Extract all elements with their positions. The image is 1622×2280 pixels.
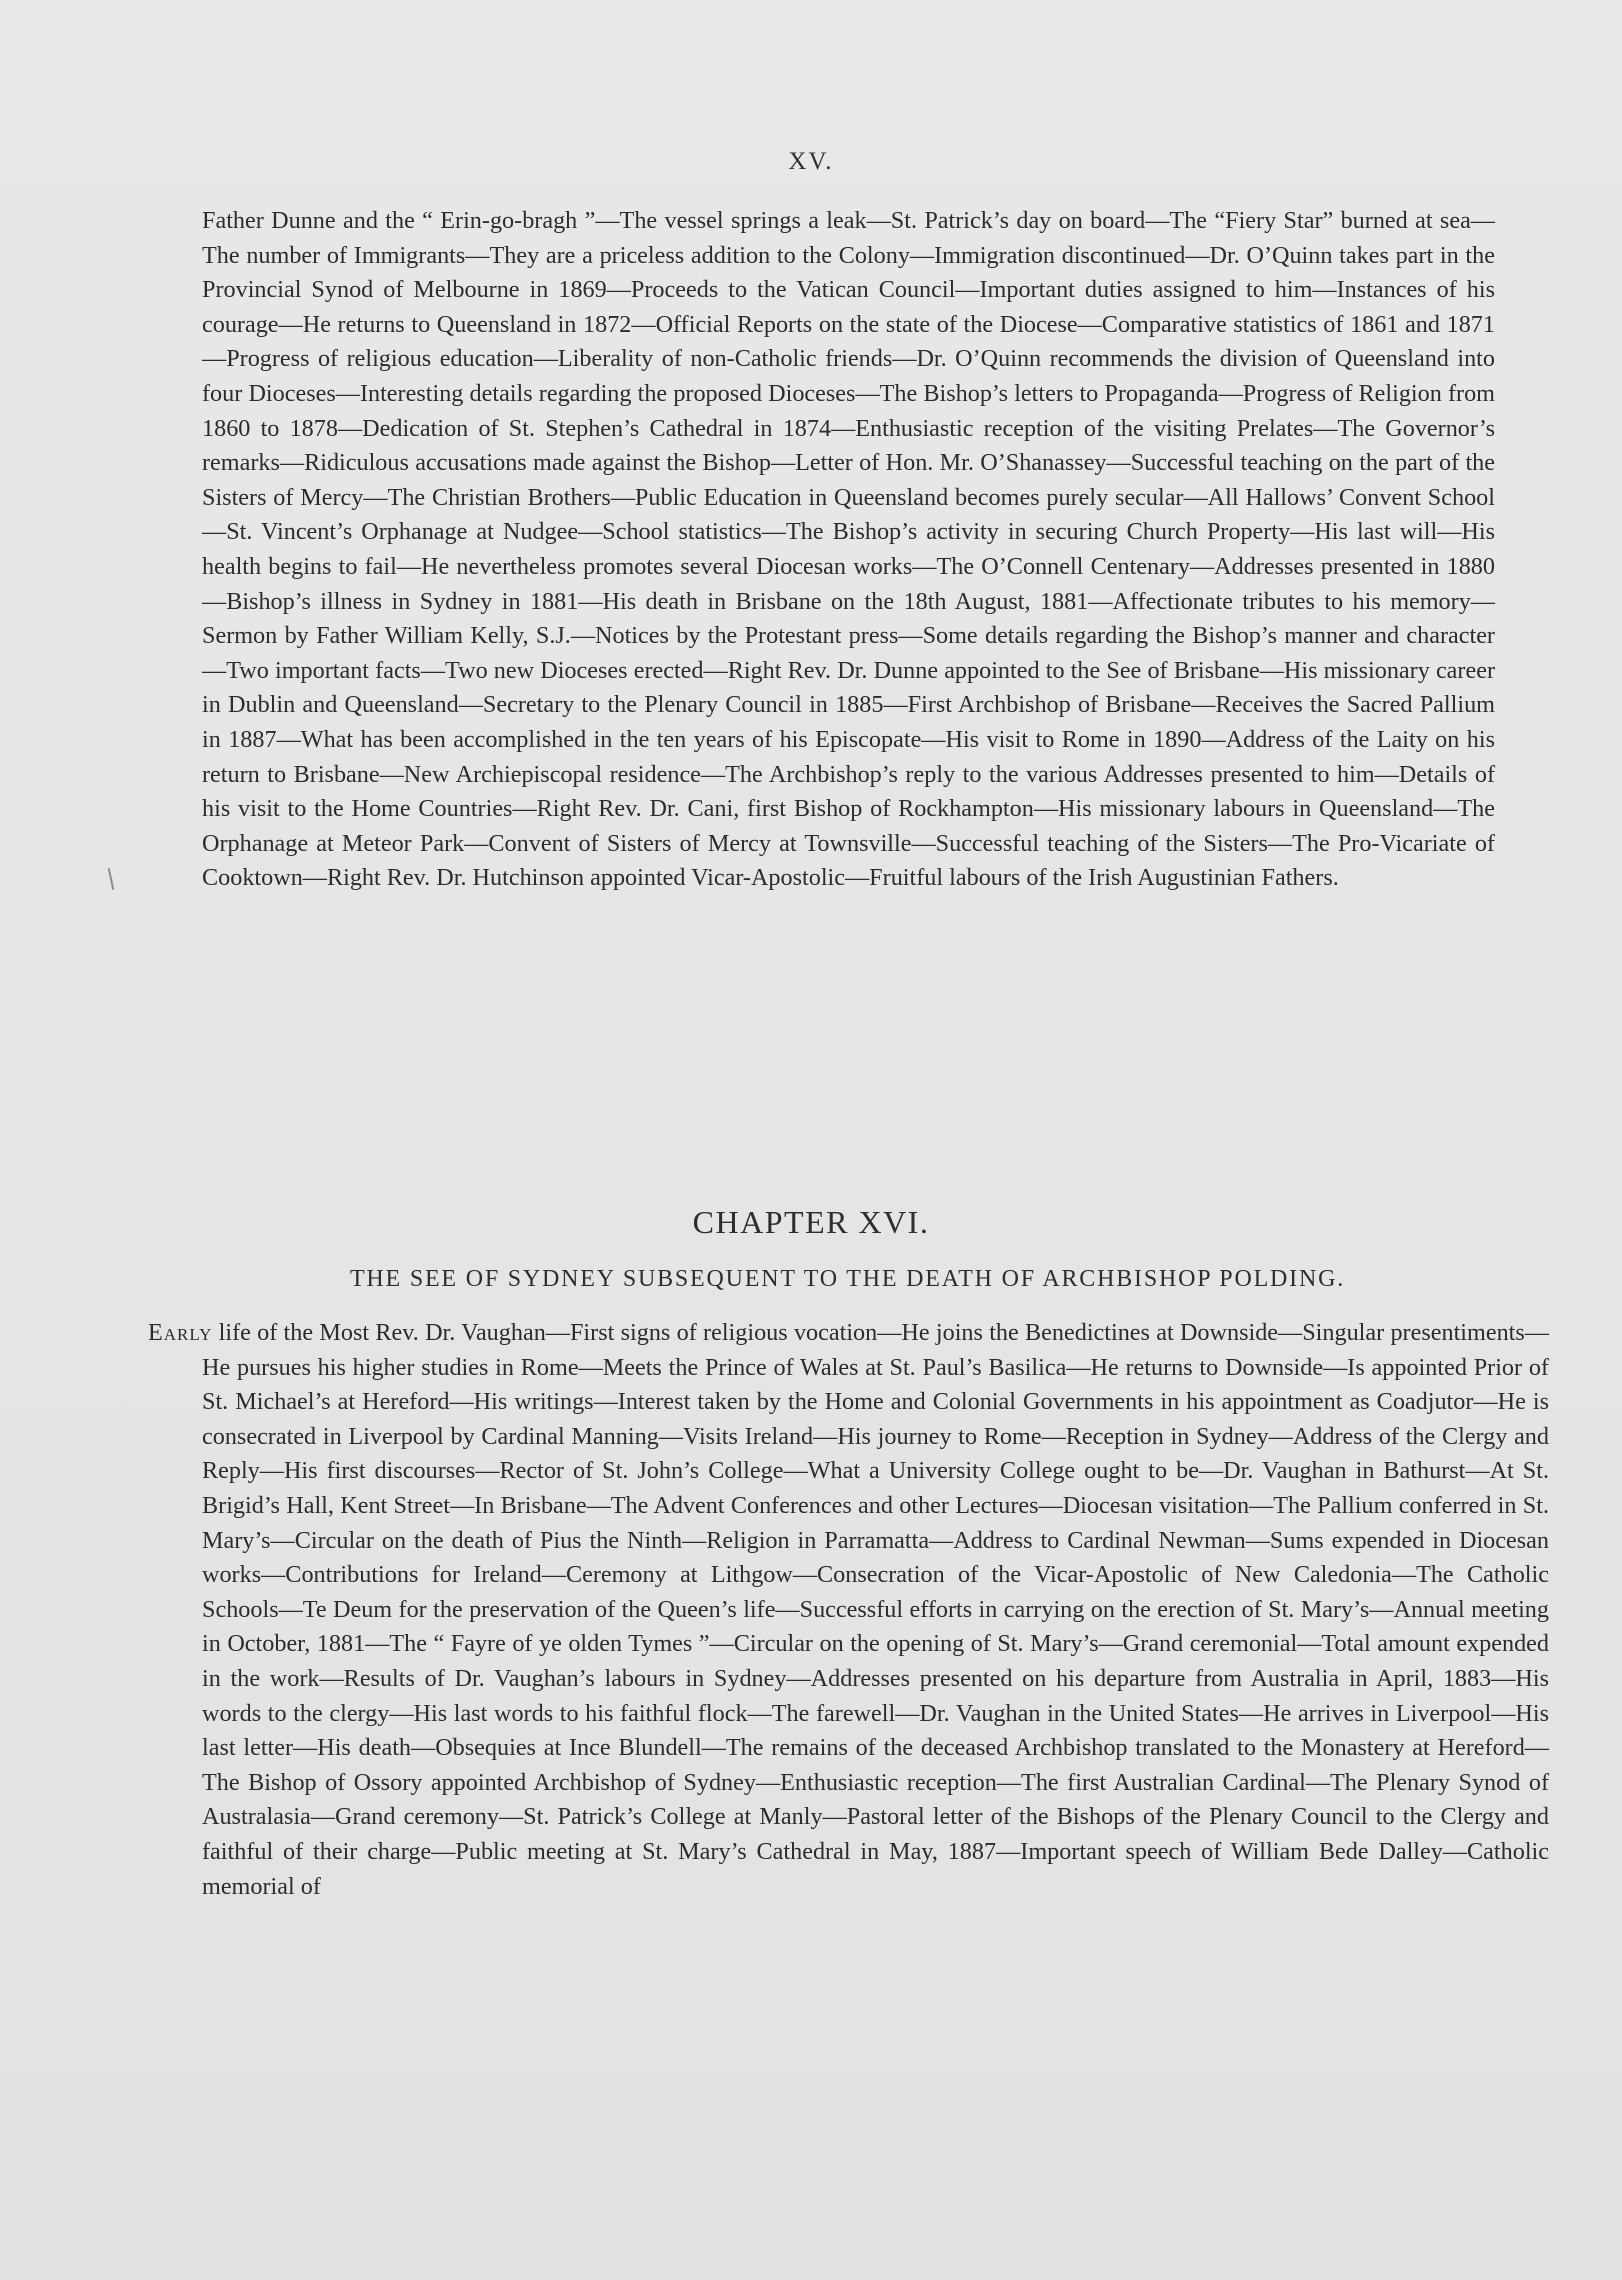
chapter-16-summary (148, 1316, 1549, 1904)
chapter-15-summary-continuation: Father Dunne and the “ Erin-go-bragh ”—The vessel springs a leak—St. Patrick’s day on board—The “Fiery Star” burned at sea—The number of Immigrants—They are a priceless addition to the Colony—Immigration discontinued—Dr. O’Quinn takes part in the Provincial Synod of Melbourne in 1869—Proceeds to the Vatican Council—Important duties assigned to him—Instances of his courage—He returns to Queensland in 1872—Official Reports on the state of the Diocese—Comparative statistics of 1861 and 1871—Progress of religious education—Liberality of non-Catholic friends—Dr. O’Quinn recommends the division of Queensland into four Dioceses—Interesting details regarding the proposed Dioceses—The Bishop’s letters to Propaganda—Progress of Religion from 1860 to 1878—Dedication of St. Stephen’s Cathedral in 1874—Enthusiastic reception of the visiting Prelates—The Governor’s remarks—Ridiculous accusations made against the Bishop—Letter of Hon. Mr. O’Shanassey—Successful teaching on the part of the Sisters of Mercy—The Christian Brothers—Public Education in Queensland becomes purely secular—All Hallows’ Convent School—St. Vincent’s Orphanage at Nudgee—School statistics—The Bishop’s activity in securing Church Property—His last will—His health begins to fail—He nevertheless promotes several Diocesan works—The O’Connell Centenary—Addresses presented in 1880—Bishop’s illness in Sydney in 1881—His death in Brisbane on the 18th August, 1881—Affectionate tributes to his memory—Sermon by Father William Kelly, S.J.—Notices by the Protestant press—Some details regarding the Bishop’s manner and character—Two important facts—Two new Dioceses erected—Right Rev. Dr. Dunne appointed to the See of Brisbane—His missionary career in Dublin and Queensland—Secretary to the Plenary Council in 1885—First Archbishop of Brisbane—Receives the Sacred Pallium in 1887—What has been accomplished in the ten years of his Episcopate—His visit to Rome in 1890—Address of the Laity on his return to Brisbane—New Archiepiscopal residence—The Archbishop’s reply to the various Addresses presented to him—Details of his visit to the Home Countries—Right Rev. Dr. Cani, first Bishop of Rockhampton—His missionary labours in Queensland—The Orphanage at Meteor Park—Convent of Sisters of Mercy at Townsville—Successful teaching of the Sisters—The Pro-Vicariate of Cooktown—Right Rev. Dr. Hutchinson appointed Vicar-Apostolic—Fruitful labours of the Irish Augustinian Fathers. (202, 207, 1495, 892)
margin-pencil-mark (108, 868, 115, 890)
chapter-16-summary-text (148, 1316, 1549, 1904)
chapter-16-lead-word: Early (148, 1319, 213, 1346)
chapter-subtitle: THE SEE OF SYDNEY SUBSEQUENT TO THE DEATH OF ARCHBISHOP POLDING. (349, 1266, 1346, 1292)
chapter-16-summary-body: life of the Most Rev. Dr. Vaughan—First signs of religious vocation—He joins the Benedictines at Downside—Singular presentiments—He pursues his higher studies in Rome—Meets the Prince of Wales at St. Paul’s Basilica—He returns to Downside—Is appointed Prior of St. Michael’s at Hereford—His writings—Interest taken by the Home and Colonial Governments in his appointment as Coadjutor—He is consecrated in Liverpool by Cardinal Manning—Visits Ireland—His journey to Rome—Reception in Sydney—Address of the Clergy and Reply—His first discourses—Rector of St. John’s College—What a University College ought to be—Dr. Vaughan in Bathurst—At St. Brigid’s Hall, Kent Street—In Brisbane—The Advent Conferences and other Lectures—Diocesan visitation—The Pallium conferred in St. Mary’s—Circular on the death of Pius the Ninth—Religion in Parramatta—Address to Cardinal Newman—Sums expended in Diocesan works—Contributions for Ireland—Ceremony at Lithgow—Consecration of the Vicar-Apostolic of New Caledonia—The Catholic Schools—Te Deum for the preservation of the Queen’s life—Successful efforts in carrying on the erection of St. Mary’s—Annual meeting in October, 1881—The “ Fayre of ye olden Tymes ”—Circular on the opening of St. Mary’s—Grand ceremonial—Total amount expended in the work—Results of Dr. Vaughan’s labours in Sydney—Addresses presented on his departure from Australia in April, 1883—His words to the clergy—His last words to his faithful flock—The farewell—Dr. Vaughan in the United States—He arrives in Liverpool—His last letter—His death—Obsequies at Ince Blundell—The remains of the deceased Archbishop translated to the Monastery at Hereford—The Bishop of Ossory appointed Archbishop of Sydney—Enthusiastic reception—The first Australian Cardinal—The Plenary Synod of Australasia—Grand ceremony—St. Patrick’s College at Manly—Pastoral letter of the Bishops of the Plenary Council to the Clergy and faithful of their charge—Public meeting at St. Mary’s Cathedral in May, 1887—Important speech of William Bede Dalley—Catholic memorial of (202, 1319, 1549, 1900)
page-number: XV. (788, 148, 834, 175)
chapter-title: CHAPTER XVI. (692, 1204, 930, 1240)
